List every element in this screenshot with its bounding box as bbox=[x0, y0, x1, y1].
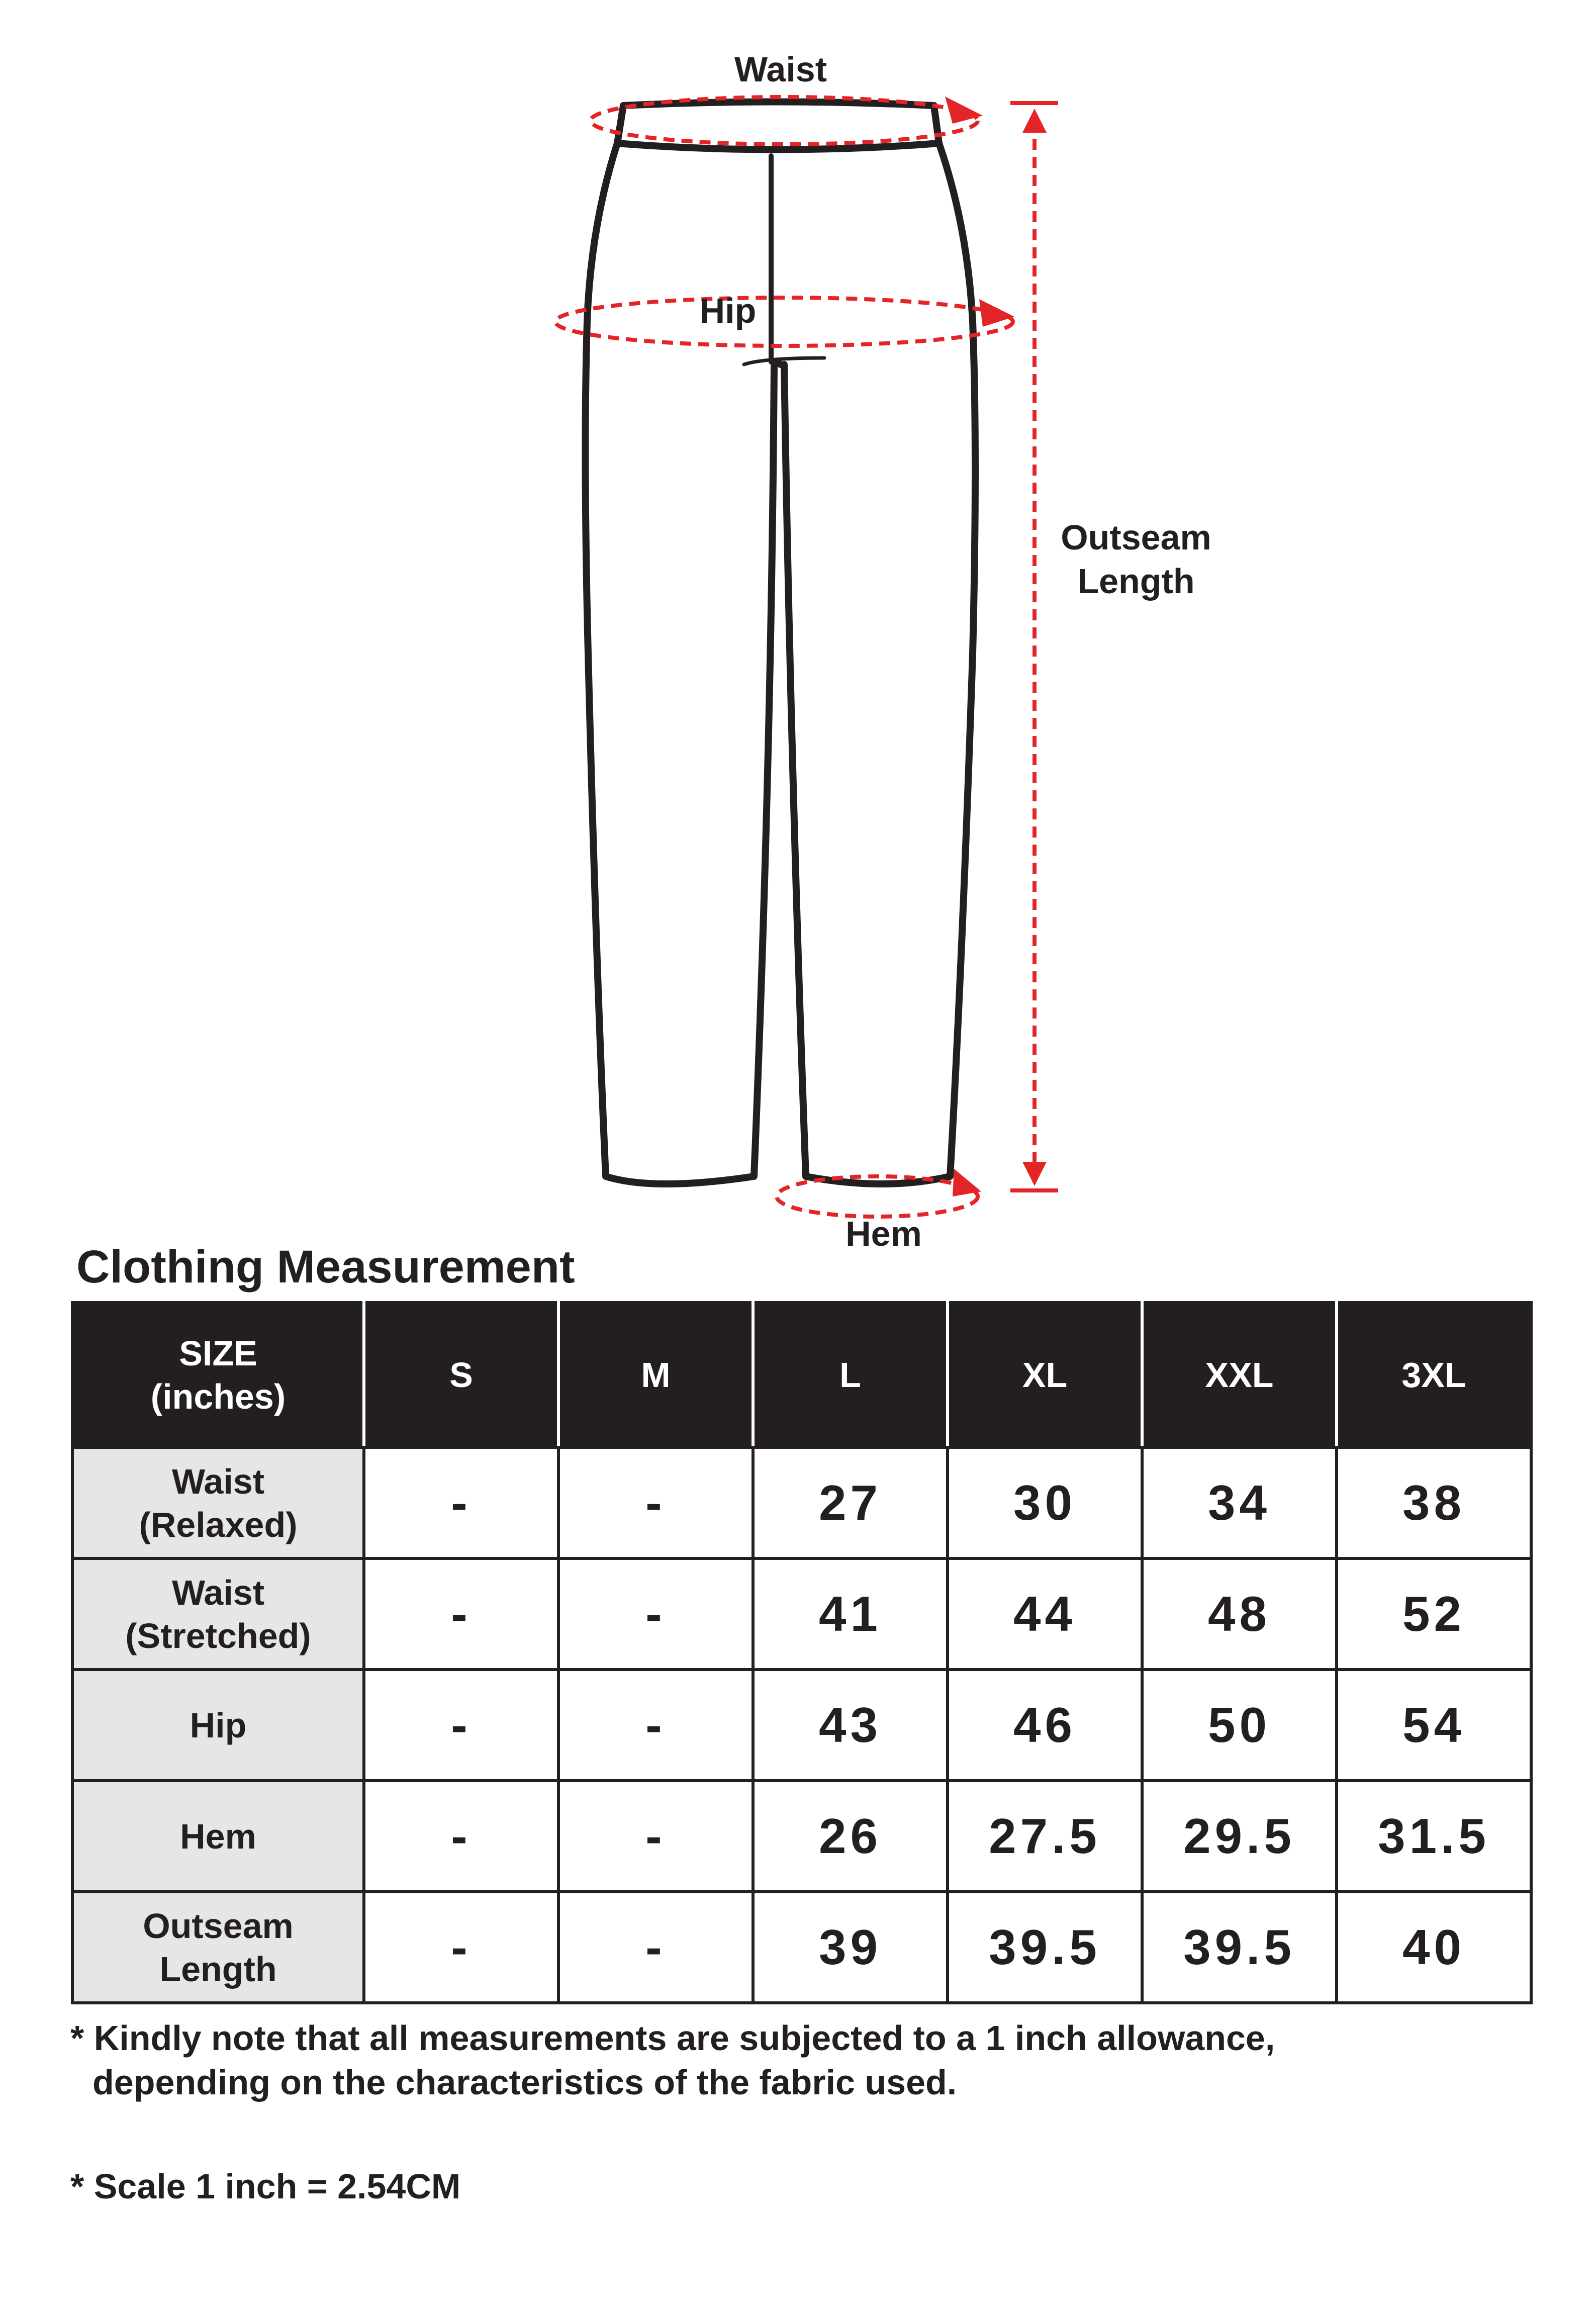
size-header-line2: (inches) bbox=[150, 1377, 286, 1416]
trousers-icon bbox=[585, 102, 975, 1184]
table-cell: - bbox=[364, 1781, 558, 1892]
table-cell: - bbox=[558, 1558, 753, 1670]
row-label bbox=[72, 1892, 364, 2003]
size-col-l: L bbox=[753, 1303, 948, 1447]
allowance-note-line2: depending on the characteristics of the fabric used. bbox=[92, 2063, 957, 2102]
table-cell: 44 bbox=[948, 1558, 1142, 1670]
table-cell: 30 bbox=[948, 1447, 1142, 1558]
waist-label: Waist bbox=[734, 50, 827, 89]
size-chart-table bbox=[71, 1301, 1533, 2004]
table-cell: 54 bbox=[1337, 1670, 1531, 1781]
table-cell: 27.5 bbox=[948, 1781, 1142, 1892]
row-label bbox=[72, 1447, 364, 1558]
size-col-m: M bbox=[558, 1303, 753, 1447]
table-cell: 46 bbox=[948, 1670, 1142, 1781]
section-title: Clothing Measurement bbox=[76, 1241, 575, 1293]
table-cell: 40 bbox=[1337, 1892, 1531, 2003]
table-cell: - bbox=[558, 1781, 753, 1892]
table-cell: 39.5 bbox=[948, 1892, 1142, 2003]
outseam-label-line1: Outseam bbox=[1061, 518, 1211, 557]
row-label-line2: Length bbox=[159, 1949, 277, 1989]
allowance-note-line1: * Kindly note that all measurements are subjected to a 1 inch allowance, bbox=[70, 2018, 1275, 2058]
table-cell: 38 bbox=[1337, 1447, 1531, 1558]
size-col-xl: XL bbox=[948, 1303, 1142, 1447]
table-row bbox=[72, 1447, 1531, 1558]
table-cell: 29.5 bbox=[1142, 1781, 1337, 1892]
table-cell: 31.5 bbox=[1337, 1781, 1531, 1892]
table-row bbox=[72, 1781, 1531, 1892]
table-cell: 43 bbox=[753, 1670, 948, 1781]
row-label-line2: (Relaxed) bbox=[139, 1505, 298, 1544]
row-label-line1: Waist bbox=[171, 1461, 265, 1501]
scale-note: * Scale 1 inch = 2.54CM bbox=[70, 2167, 461, 2206]
table-cell: 39 bbox=[753, 1892, 948, 2003]
hip-label: Hip bbox=[699, 291, 757, 330]
row-label bbox=[72, 1781, 364, 1892]
table-cell: - bbox=[558, 1447, 753, 1558]
table-header-row bbox=[72, 1303, 1531, 1447]
table-cell: - bbox=[364, 1447, 558, 1558]
table-cell: - bbox=[364, 1892, 558, 2003]
row-label-line1: Waist bbox=[171, 1573, 265, 1612]
table-cell: - bbox=[558, 1892, 753, 2003]
table-cell: - bbox=[364, 1670, 558, 1781]
row-label-line1: Hip bbox=[190, 1705, 247, 1745]
size-col-s: S bbox=[364, 1303, 558, 1447]
row-label-line1: Hem bbox=[180, 1816, 256, 1856]
table-cell: 39.5 bbox=[1142, 1892, 1337, 2003]
size-col-3xl: 3XL bbox=[1337, 1303, 1531, 1447]
table-row bbox=[72, 1892, 1531, 2003]
table-cell: 26 bbox=[753, 1781, 948, 1892]
allowance-note bbox=[70, 2016, 1275, 2104]
size-header-line1: SIZE bbox=[179, 1334, 257, 1373]
table-cell: 50 bbox=[1142, 1670, 1337, 1781]
waist-arrow-icon bbox=[945, 97, 983, 124]
hem-label: Hem bbox=[846, 1214, 922, 1253]
measurement-guides bbox=[555, 97, 1035, 1217]
table-row bbox=[72, 1558, 1531, 1670]
table-cell: 41 bbox=[753, 1558, 948, 1670]
row-label bbox=[72, 1558, 364, 1670]
outseam-label-line2: Length bbox=[1077, 562, 1195, 601]
hip-arrow-icon bbox=[979, 299, 1014, 327]
size-col-xxl: XXL bbox=[1142, 1303, 1337, 1447]
hip-guide bbox=[555, 298, 1013, 346]
row-label-line2: (Stretched) bbox=[125, 1616, 311, 1655]
table-row bbox=[72, 1670, 1531, 1781]
table-cell: - bbox=[558, 1670, 753, 1781]
row-label-line1: Outseam bbox=[143, 1906, 294, 1946]
table-cell: - bbox=[364, 1558, 558, 1670]
table-cell: 27 bbox=[753, 1447, 948, 1558]
size-header-cell bbox=[72, 1303, 364, 1447]
table-cell: 34 bbox=[1142, 1447, 1337, 1558]
table-cell: 48 bbox=[1142, 1558, 1337, 1670]
table-cell: 52 bbox=[1337, 1558, 1531, 1670]
row-label bbox=[72, 1670, 364, 1781]
